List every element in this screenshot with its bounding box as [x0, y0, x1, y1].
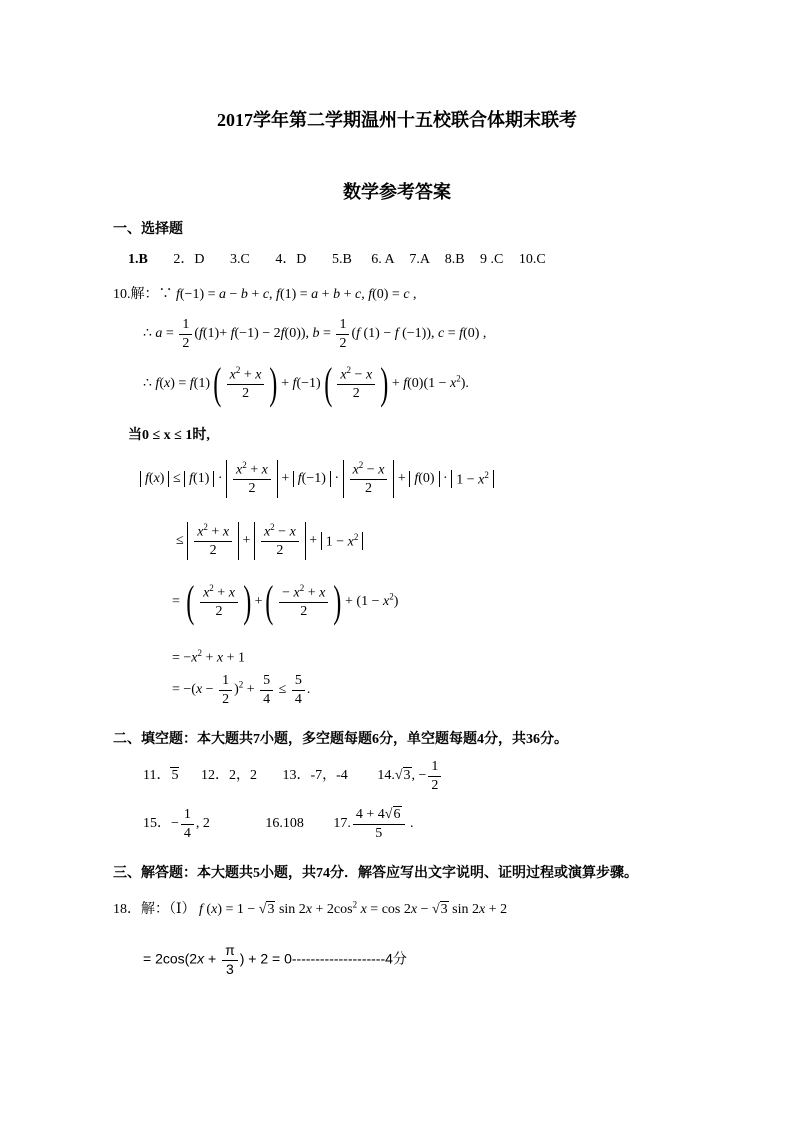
because-symbol: ∵ — [158, 287, 173, 302]
p10-eq4: = $-x^2 + x + 1$ — [172, 648, 246, 666]
page-title: 2017学年第二学期温州十五校联合体期末联考 — [217, 110, 577, 130]
answer-13: 13．-7，-4 — [282, 768, 348, 784]
answer-11: 11．5 — [143, 768, 179, 784]
answer-6: 6. A — [371, 252, 394, 267]
therefore-symbol: ∴ — [143, 326, 152, 342]
answer-7: 7.A — [409, 252, 430, 267]
p10-line3: ∴ f(x) = f(1)( $\frac{x^2 + x}{2}$ ) + f(−1)( $\frac{x^2 - x}{2}$ ) + $f(0)(1 - x^2)$. — [143, 359, 469, 408]
therefore-symbol-2: ∴ — [143, 376, 152, 392]
answer-8: 8.B — [444, 252, 465, 267]
answer-15: 15．− $\frac{1}{4}$ , 2 — [143, 807, 210, 841]
answer-16: 16.108 — [265, 816, 304, 832]
p18-label: 18．解：（Ⅰ） — [113, 902, 196, 917]
answer-3: 3.C — [229, 252, 250, 267]
p10-ineq1: f(x) ≤ f(1) · $\frac{x^2 + x}{2}$ + f(−1) · $\frac{x^2 - x}{2}$ + $f(0) \cdot 1 - x^2$ — [140, 460, 494, 498]
p10-eq3: = ( $\frac{x^2 + x}{2}$ ) +( $\frac{- x^2 + x}{2}$ ) + $(1 - x^2)$ — [172, 577, 399, 626]
section-heading-choice: 一、选择题 — [113, 222, 183, 237]
answer-14: 14.√3, − $\frac{1}{2}$ — [377, 768, 443, 783]
p10-line1: 10.解：∵ f(−1) = a − b + c, f(1) = a + b + c, f(0) = c , — [113, 287, 417, 302]
answer-2: 2．D — [173, 252, 205, 267]
p10-label: 10.解： — [113, 287, 159, 302]
answer-5: 5.B — [331, 252, 352, 267]
answer-12: 12．2，2 — [200, 768, 257, 784]
answer-10: 10.C — [518, 252, 546, 267]
p18-score: --------------------4分 — [291, 950, 407, 967]
p10-ineq2: ≤ $\frac{x^2 + x}{2}$ + $\frac{x^2 - x}{2}$ + $1 - x^2$ — [176, 522, 363, 560]
p10-condition: 当0 ≤ x ≤ 1时, — [128, 428, 210, 443]
p10-line2: ∴ a = $\frac{1}{2}$ (f(1)+ f(−1) − 2f(0)), b = $\frac{1}{2}$ (f (1) − f (−1)), c = f(0) , — [143, 317, 487, 351]
p18-line1: 18．解：（Ⅰ） f (x) = 1 − √3 $\sin 2x + 2\cos^2$ x = cos 2x − √3 sin 2x + 2 — [113, 899, 508, 917]
answer-1: 1.B — [128, 252, 148, 267]
answer-17: 17. $\frac{4 + 4√6}{5}$ . — [333, 807, 414, 841]
section-heading-solve: 三、解答题：本大题共5小题，共74分．解答应写出文字说明、证明过程或演算步骤。 — [113, 866, 638, 881]
fill-answers-row1 — [143, 758, 443, 794]
choice-answers — [128, 248, 546, 268]
p18-line2: = 2cos(2x + $\frac{\pi}{3}$ ) + 2 = 0--------------------4分 — [143, 942, 407, 977]
section-heading-fill: 二、填空题：本大题共7小题，多空题每题6分，单空题每题4分，共36分。 — [113, 732, 568, 747]
answer-4: 4．D — [275, 252, 307, 267]
fill-answers-row2 — [143, 806, 414, 842]
p10-eq5: = −(x − $\frac{1}{2}$ )$^2$ + $\frac{5}{4}$ ≤ $\frac{5}{4}$ . — [172, 673, 311, 707]
answer-9: 9 .C — [480, 252, 504, 267]
page-subtitle: 数学参考答案 — [343, 182, 451, 202]
